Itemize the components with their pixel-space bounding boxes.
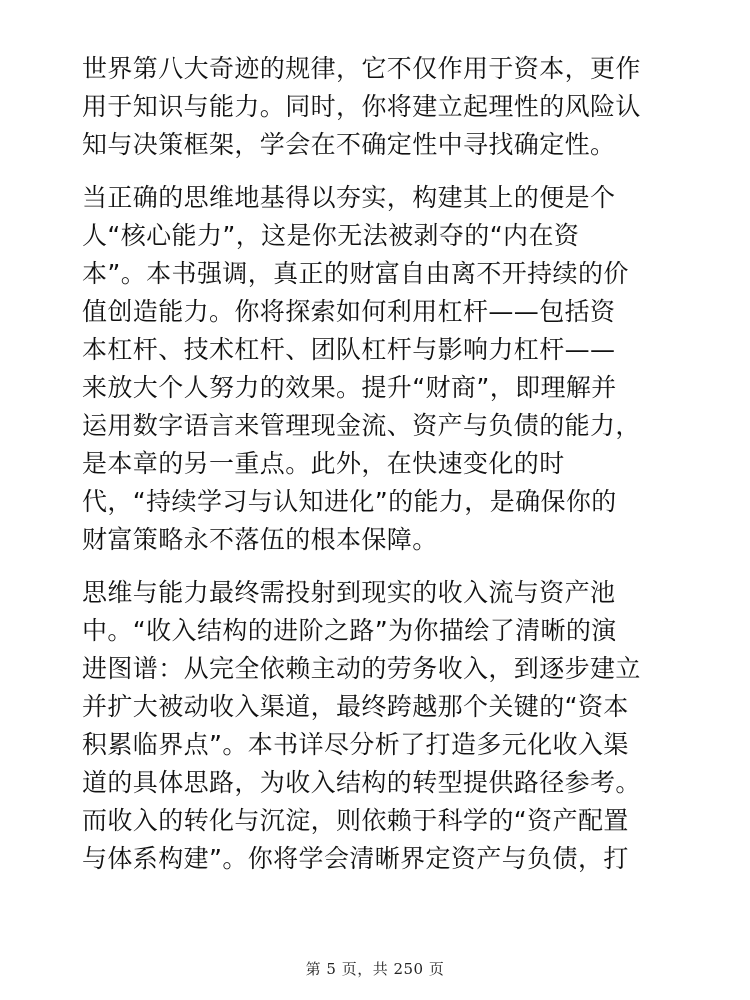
- paragraph-1: [82, 50, 682, 164]
- text-line: 与体系构建”。你将学会清晰界定资产与负债，打: [82, 844, 629, 873]
- text-line: 而收入的转化与沉淀，则依赖于科学的“资产配置: [82, 806, 629, 835]
- text-line: 值创造能力。你将探索如何利用杠杆——包括资: [82, 297, 616, 326]
- text-line: 财富策略永不落伍的根本保障。: [82, 525, 438, 554]
- text-line: 世界第八大奇迹的规律，它不仅作用于资本，更作: [82, 54, 641, 83]
- text-line: 并扩大被动收入渠道，最终跨越那个关键的“资本: [82, 692, 629, 721]
- paragraph-2: [82, 179, 682, 559]
- text-line: 思维与能力最终需投射到现实的收入流与资产池: [82, 578, 616, 607]
- text-line: 人“核心能力”，这是你无法被剥夺的“内在资: [82, 221, 580, 250]
- body-text: [82, 50, 682, 878]
- text-line: 中。“收入结构的进阶之路”为你描绘了清晰的演: [82, 616, 617, 645]
- text-line: 当正确的思维地基得以夯实，构建其上的便是个: [82, 183, 616, 212]
- text-line: 来放大个人努力的效果。提升“财商”，即理解并: [82, 373, 617, 402]
- text-line: 道的具体思路，为收入结构的转型提供路径参考。: [82, 768, 641, 797]
- text-line: 进图谱：从完全依赖主动的劳务收入，到逐步建立: [82, 654, 641, 683]
- text-line: 本杠杆、技术杠杆、团队杠杆与影响力杠杆——: [82, 335, 616, 364]
- text-line: 积累临界点”。本书详尽分析了打造多元化收入渠: [82, 730, 629, 759]
- text-line: 代，“持续学习与认知进化”的能力，是确保你的: [82, 487, 617, 516]
- text-line: 知与决策框架，学会在不确定性中寻找确定性。: [82, 130, 616, 159]
- text-line: 是本章的另一重点。此外，在快速变化的时: [82, 449, 565, 478]
- page-number-footer: 第 5 页，共 250 页: [305, 960, 445, 978]
- paragraph-3: [82, 574, 682, 878]
- text-line: 用于知识与能力。同时，你将建立起理性的风险认: [82, 92, 641, 121]
- text-line: 运用数字语言来管理现金流、资产与负债的能力，: [82, 411, 641, 440]
- text-line: 本”。本书强调，真正的财富自由离不开持续的价: [82, 259, 629, 288]
